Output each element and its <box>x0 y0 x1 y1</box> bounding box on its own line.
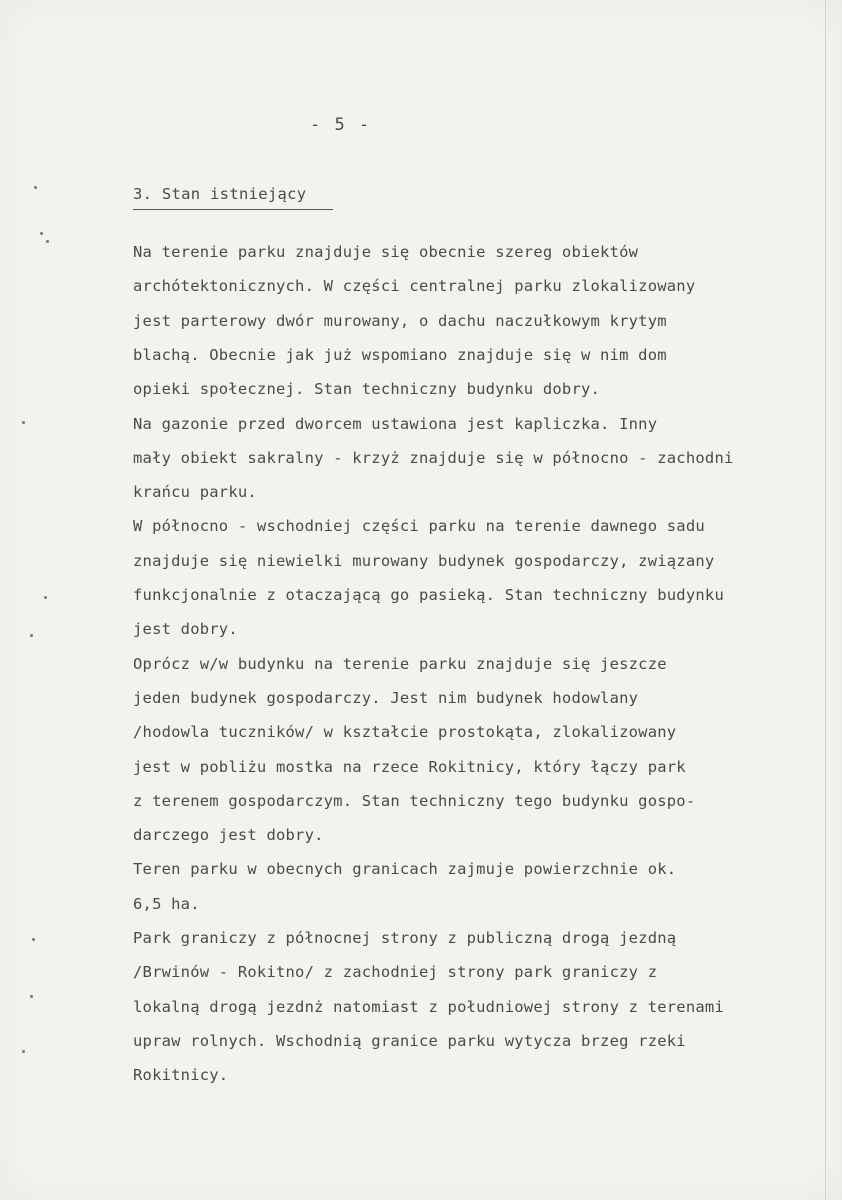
text-line: Park graniczy z północnej strony z publiczną drogą jezdną <box>133 929 677 947</box>
page-number: - 5 - <box>310 115 372 135</box>
text-line: W północno - wschodniej części parku na terenie dawnego sadu <box>133 517 705 536</box>
text-line: /hodowla tuczników/ w kształcie prostokąta, zlokalizowany <box>133 723 677 742</box>
scan-speck <box>30 634 33 637</box>
scan-speck <box>32 938 35 941</box>
scan-speck <box>30 995 33 998</box>
scan-speck <box>34 186 37 189</box>
text-line: jest w pobliżu mostka na rzece Rokitnicy, który łączy park <box>133 757 686 776</box>
scan-speck <box>44 596 47 599</box>
text-line: 6,5 ha. <box>133 894 200 913</box>
text-line: Teren parku w obecnych granicach zajmuje powierzchnie ok. <box>133 860 677 879</box>
text-line: Oprócz w/w budynku na terenie parku znajduje się jeszcze <box>133 654 667 673</box>
text-line: blachą. Obecnie jak już wspomiano znajduje się w nim dom <box>133 345 667 364</box>
text-line: darczego jest dobry. <box>133 826 324 845</box>
text-line: jeden budynek gospodarczy. Jest nim budynek hodowlany <box>133 688 639 707</box>
text-line: lokalną drogą jezdnż natomiast z południowej strony z terenami <box>133 997 724 1016</box>
text-line: Na terenie parku znajduje się obecnie szereg obiektów <box>133 243 639 261</box>
text-line: funkcjonalnie z otaczającą go pasieką. Stan techniczny budynku <box>133 586 724 604</box>
text-line: /Brwinów - Rokitno/ z zachodniej strony park graniczy z <box>133 963 658 982</box>
text-line: jest parterowy dwór murowany, o dachu naczułkowym krytym <box>133 311 667 330</box>
scan-speck <box>46 240 49 243</box>
text-line: Rokitnicy. <box>133 1066 229 1085</box>
text-line: opieki społecznej. Stan techniczny budynku dobry. <box>133 380 601 399</box>
text-line: archótektonicznych. W części centralnej parku zlokalizowany <box>133 277 696 296</box>
scan-speck <box>40 232 43 235</box>
scan-speck <box>22 421 25 424</box>
text-line: upraw rolnych. Wschodnią granice parku wytycza brzeg rzeki <box>133 1031 686 1050</box>
text-line: znajduje się niewielki murowany budynek gospodarczy, związany <box>133 551 715 570</box>
page-edge <box>825 0 826 1200</box>
section-heading: 3. Stan istniejący <box>133 185 333 210</box>
scan-speck <box>22 1050 25 1053</box>
text-line: jest dobry. <box>133 620 238 639</box>
text-line: mały obiekt sakralny - krzyż znajduje się w północno - zachodni <box>133 448 734 467</box>
text-line: Na gazonie przed dworcem ustawiona jest kapliczka. Inny <box>133 414 658 433</box>
text-line: krańcu parku. <box>133 483 257 502</box>
text-line: z terenem gospodarczym. Stan techniczny tego budynku gospo- <box>133 791 696 810</box>
